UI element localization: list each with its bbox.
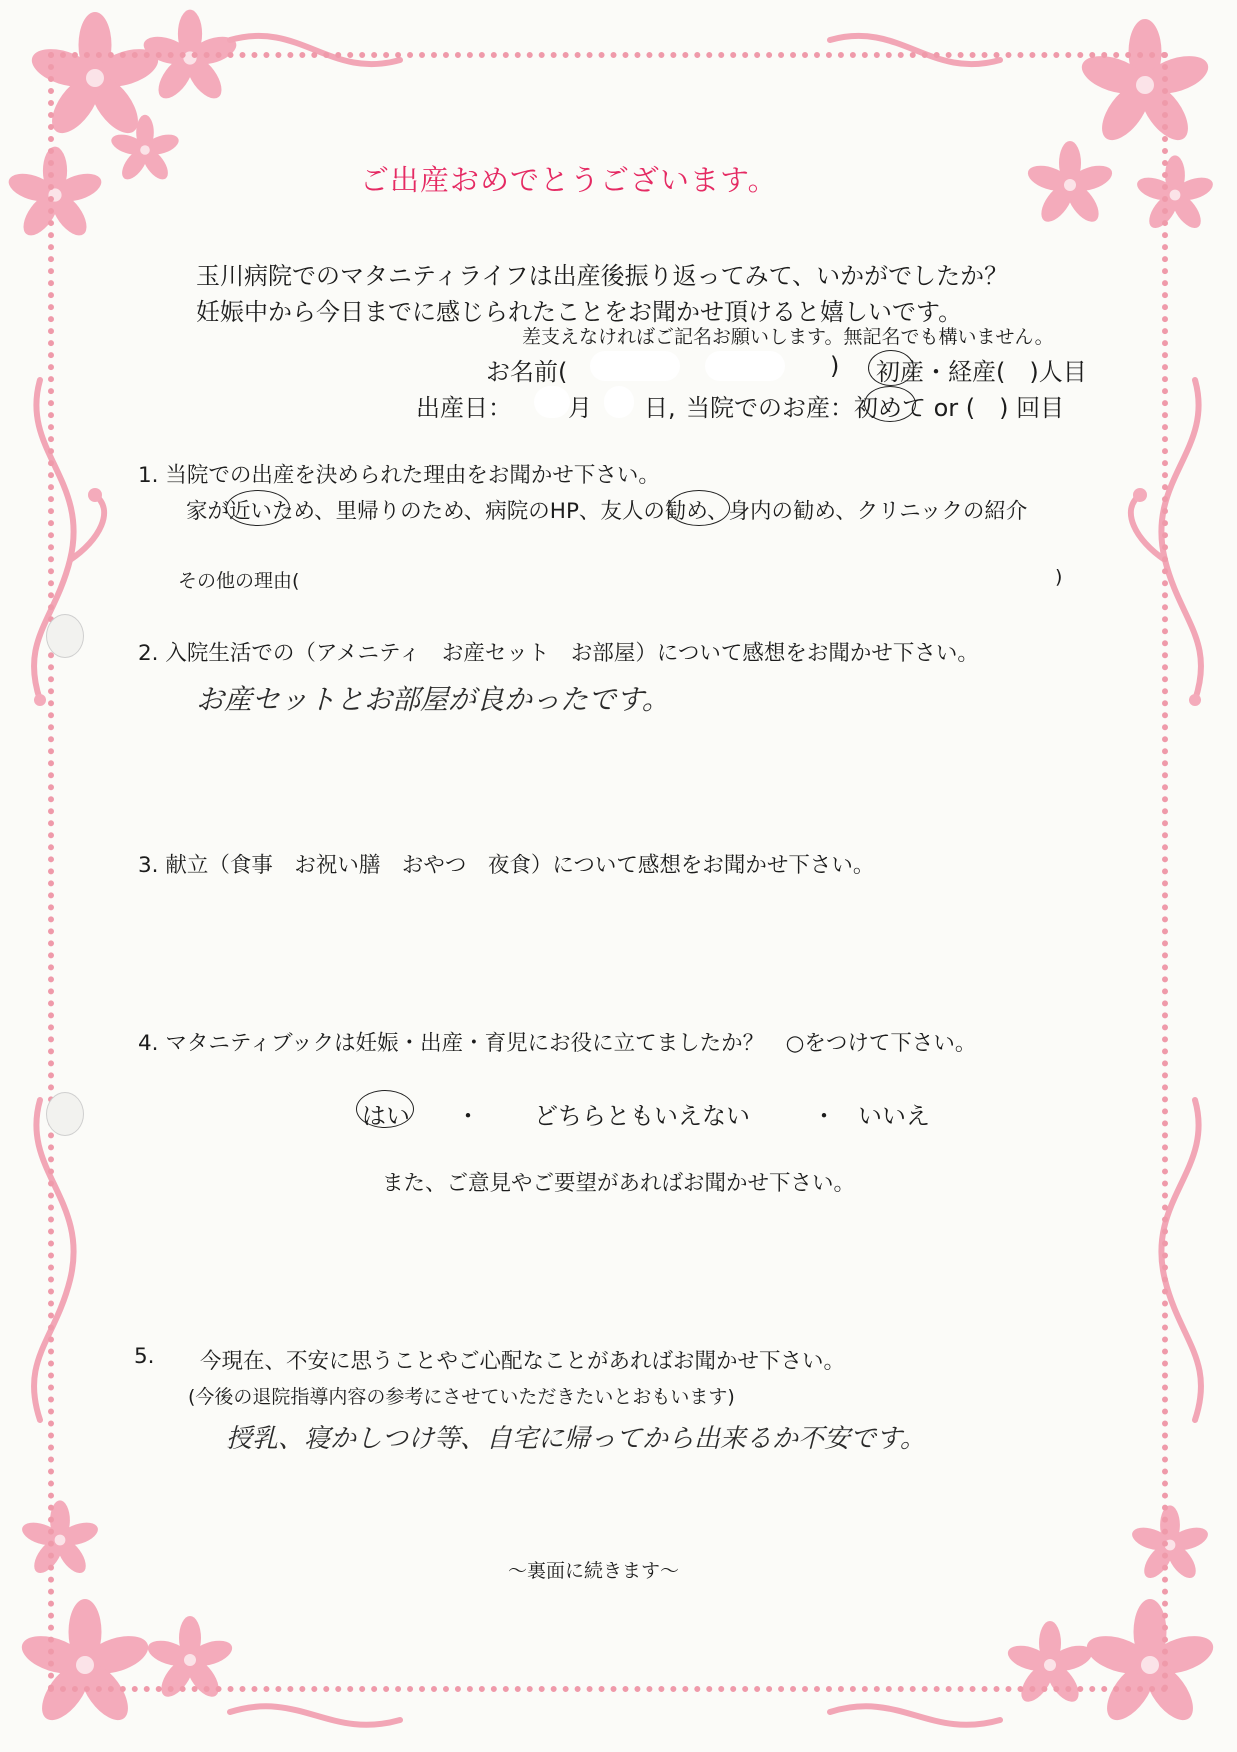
flower-icon — [1077, 19, 1213, 148]
anonymity-note: 差支えなければご記名お願いします。無記名でも構いません。 — [522, 326, 1054, 348]
option-yes: はい — [362, 1102, 410, 1130]
punch-hole-icon — [46, 1092, 84, 1136]
flower-icon — [1025, 141, 1115, 227]
redaction-mark — [705, 351, 785, 381]
question-1-options: 家が近いため、里帰りのため、病院のHP、友人の勧め、身内の勧め、クリニックの紹介 — [186, 499, 1028, 524]
flower-icon — [140, 10, 240, 105]
birth-date-label: 出産日： — [416, 394, 512, 422]
punch-hole-icon — [46, 614, 84, 658]
day-label: 日, — [644, 394, 676, 422]
question-5: 今現在、不安に思うことやご心配なことがあればお聞かせ下さい。 — [200, 1349, 846, 1374]
flower-icon — [27, 12, 163, 141]
flower-icon — [1082, 1599, 1218, 1728]
name-label: お名前( — [486, 358, 568, 386]
question-5-number: 5. — [134, 1344, 155, 1369]
flower-icon — [19, 1500, 100, 1577]
flower-icon — [109, 115, 181, 184]
question-1: 1. 当院での出産を決められた理由をお聞かせ下さい。 — [138, 463, 660, 488]
intro-line-1: 玉川病院でのマタニティライフは出産後振り返ってみて、いかがでしたか？ — [196, 262, 1009, 290]
flower-icon — [1005, 1621, 1095, 1707]
option-no: いいえ — [858, 1102, 930, 1130]
question-2: 2. 入院生活での（アメニティ お産セット お部屋）について感想をお聞かせ下さい。 — [138, 641, 979, 666]
redaction-mark — [590, 351, 680, 381]
flower-icon — [145, 1616, 235, 1702]
handwritten-answer-5: 授乳、寝かしつけ等、自宅に帰ってから出来るか不安です。 — [226, 1424, 926, 1454]
question-4: 4. マタニティブックは妊娠・出産・育児にお役に立てましたか？ ○をつけて下さい。 — [138, 1031, 977, 1056]
page-title: ご出産おめでとうございます。 — [360, 163, 778, 197]
continue-on-back-note: ～裏面に続きます～ — [508, 1560, 680, 1582]
option-separator: ・ — [812, 1102, 836, 1130]
other-reason-close: ) — [1055, 566, 1063, 588]
flower-icon — [17, 1599, 153, 1728]
other-reason-label: その他の理由( — [178, 570, 300, 592]
flower-icon — [5, 147, 105, 242]
redaction-mark — [534, 386, 570, 418]
redaction-mark — [604, 386, 634, 418]
flower-icon — [1134, 155, 1215, 232]
option-neutral: どちらともいえない — [534, 1102, 750, 1130]
question-5-subtext: (今後の退院指導内容の参考にさせていただきたいとおもいます) — [188, 1386, 735, 1408]
flower-icon — [1129, 1505, 1210, 1582]
birth-count-field: 当院でのお産：初めて or ( ) 回目 — [686, 394, 1065, 422]
month-label: 月 — [568, 394, 592, 422]
parity-field: 初産・経産( )人目 — [876, 358, 1087, 386]
question-3: 3. 献立（食事 お祝い膳 おやつ 夜食）について感想をお聞かせ下さい。 — [138, 853, 875, 878]
handwritten-answer-2: お産セットとお部屋が良かったです。 — [196, 683, 670, 716]
question-4-followup: また、ご意見やご要望があればお聞かせ下さい。 — [382, 1171, 856, 1196]
name-close: ) — [830, 352, 840, 380]
intro-line-2: 妊娠中から今日までに感じられたことをお聞かせ頂けると嬉しいです。 — [196, 298, 963, 326]
option-separator: ・ — [456, 1102, 480, 1130]
